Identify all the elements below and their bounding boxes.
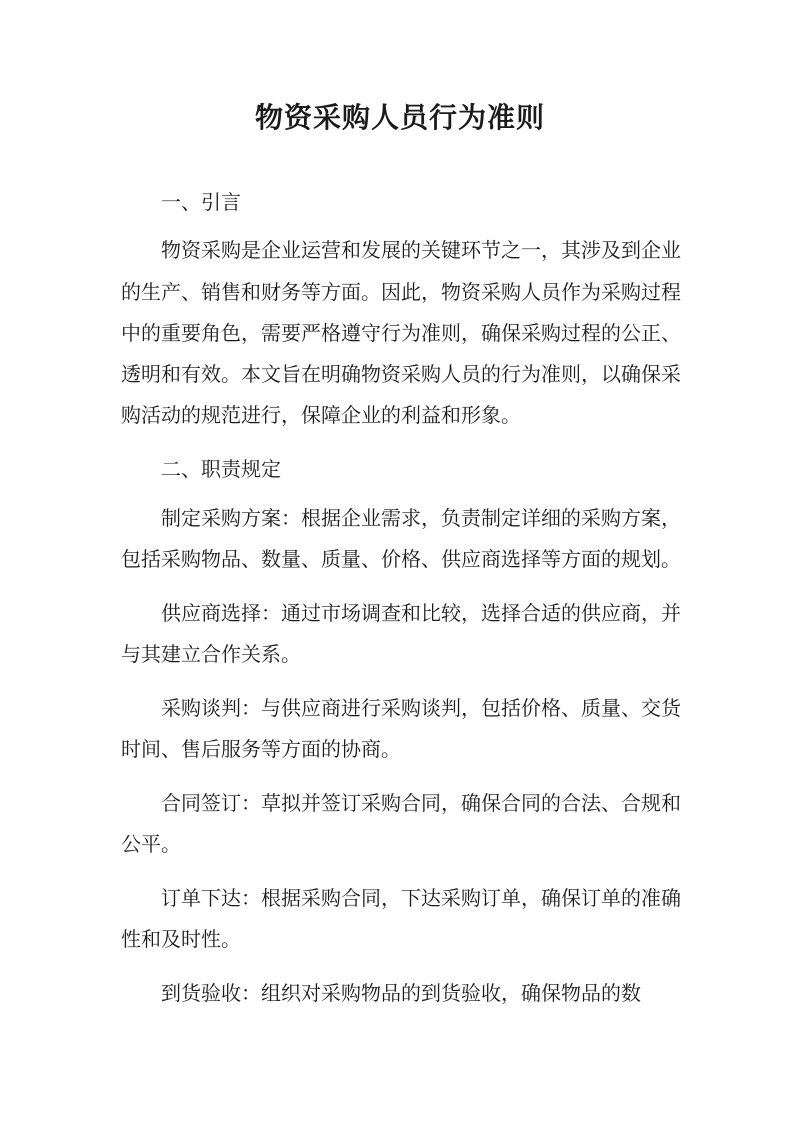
section-heading-introduction: 一、引言 bbox=[161, 190, 241, 214]
paragraph-procurement-negotiation: 采购谈判：与供应商进行采购谈判，包括价格、质量、交货时间、售后服务等方面的协商。 bbox=[121, 695, 681, 762]
paragraph-contract-signing: 合同签订：草拟并签订采购合同，确保合同的合法、合规和公平。 bbox=[121, 790, 681, 857]
document-title: 物资采购人员行为准则 bbox=[254, 101, 545, 134]
paragraph-introduction: 物资采购是企业运营和发展的关键环节之一，其涉及到企业的生产、销售和财务等方面。因此，物资采购人员作为采购过程中的重要角色，需要严格遵守行为准则，确保采购过程的公正、透明和有效。本文旨在明确物资采购人员的行为准则，以确保采购活动的规范进行，保障企业的利益和形象。 bbox=[121, 238, 681, 428]
section-heading-responsibilities: 二、职责规定 bbox=[161, 457, 281, 482]
paragraph-procurement-plan: 制定采购方案：根据企业需求，负责制定详细的采购方案，包括采购物品、数量、质量、价格、供应商选择等方面的规划。 bbox=[121, 505, 681, 571]
paragraph-order-placement: 订单下达：根据采购合同，下达采购订单，确保订单的准确性和及时性。 bbox=[121, 885, 681, 952]
paragraph-supplier-selection: 供应商选择：通过市场调查和比较，选择合适的供应商，并与其建立合作关系。 bbox=[121, 600, 681, 666]
document-body bbox=[121, 182, 681, 1027]
paragraph-delivery-acceptance: 到货验收：组织对采购物品的到货验收，确保物品的数 bbox=[161, 981, 641, 1006]
